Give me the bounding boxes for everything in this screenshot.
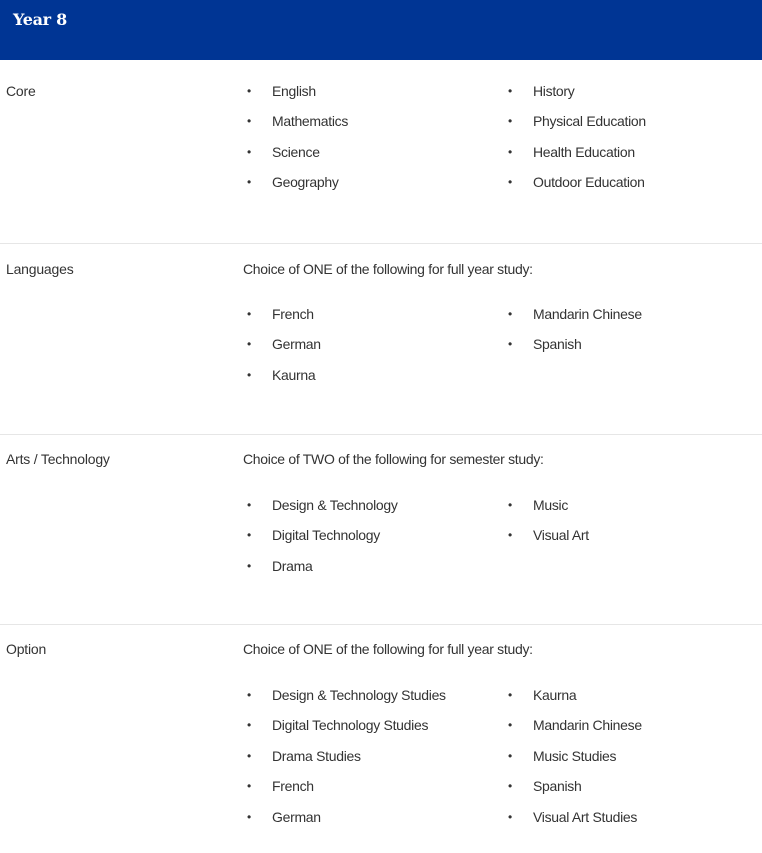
bullet-icon: • — [247, 498, 251, 512]
bullet-icon: • — [508, 779, 512, 794]
bullet-icon: • — [247, 748, 251, 763]
section-languages: Languages Choice of ONE of the following for full year study: • French • German • Kaurna • Mandarin Chinese • Spanish — [0, 243, 762, 434]
option-intro: Choice of ONE of the following for full year study: — [243, 641, 533, 657]
bullet-icon: • — [508, 718, 512, 733]
arts-intro: Choice of TWO of the following for semester study: — [243, 451, 544, 467]
bullet-icon: • — [247, 114, 251, 129]
bullet-icon: • — [508, 528, 512, 543]
bullet-icon: • — [247, 809, 251, 824]
bullet-icon: • — [247, 779, 251, 794]
page-title: Year 8 — [13, 10, 67, 29]
section-option: Option Choice of ONE of the following for full year study: • Design & Technology Studies • Digital Technology Studies • Drama Studies • French • German • Kaurna • Mandarin Chinese • Music Studies • Spanish • Visual Art Studies — [0, 624, 762, 853]
bullet-icon: • — [508, 809, 512, 824]
bullet-icon: • — [508, 175, 512, 190]
bullet-icon: • — [508, 307, 512, 321]
bullet-icon: • — [508, 114, 512, 129]
bullet-icon: • — [508, 144, 512, 159]
bullet-icon: • — [508, 498, 512, 512]
section-core: Core • English • Mathematics • Science • Geography • History • Physical Education • Health Education • Outdoor Education — [6, 83, 646, 191]
section-arts-technology: Arts / Technology Choice of TWO of the following for semester study: • Design & Technology • Digital Technology • Drama • Music • Visual Art — [0, 434, 762, 624]
bullet-icon: • — [247, 528, 251, 543]
bullet-icon: • — [247, 337, 251, 352]
bullet-icon: • — [508, 84, 512, 98]
bullet-icon: • — [247, 84, 251, 98]
bullet-icon: • — [247, 144, 251, 159]
year-header — [0, 0, 762, 60]
section-label-core: Core — [6, 83, 36, 99]
section-label-option: Option — [6, 641, 47, 657]
section-label-languages: Languages — [6, 261, 74, 277]
bullet-icon: • — [247, 175, 251, 190]
bullet-icon: • — [247, 307, 251, 321]
bullet-icon: • — [247, 688, 251, 702]
bullet-icon: • — [247, 558, 251, 573]
bullet-icon: • — [508, 688, 512, 702]
bullet-icon: • — [508, 748, 512, 763]
bullet-icon: • — [508, 337, 512, 352]
bullet-icon: • — [247, 718, 251, 733]
section-label-arts-technology: Arts / Technology — [6, 451, 110, 467]
bullet-icon: • — [247, 367, 251, 382]
languages-intro: Choice of ONE of the following for full year study: — [243, 261, 533, 277]
